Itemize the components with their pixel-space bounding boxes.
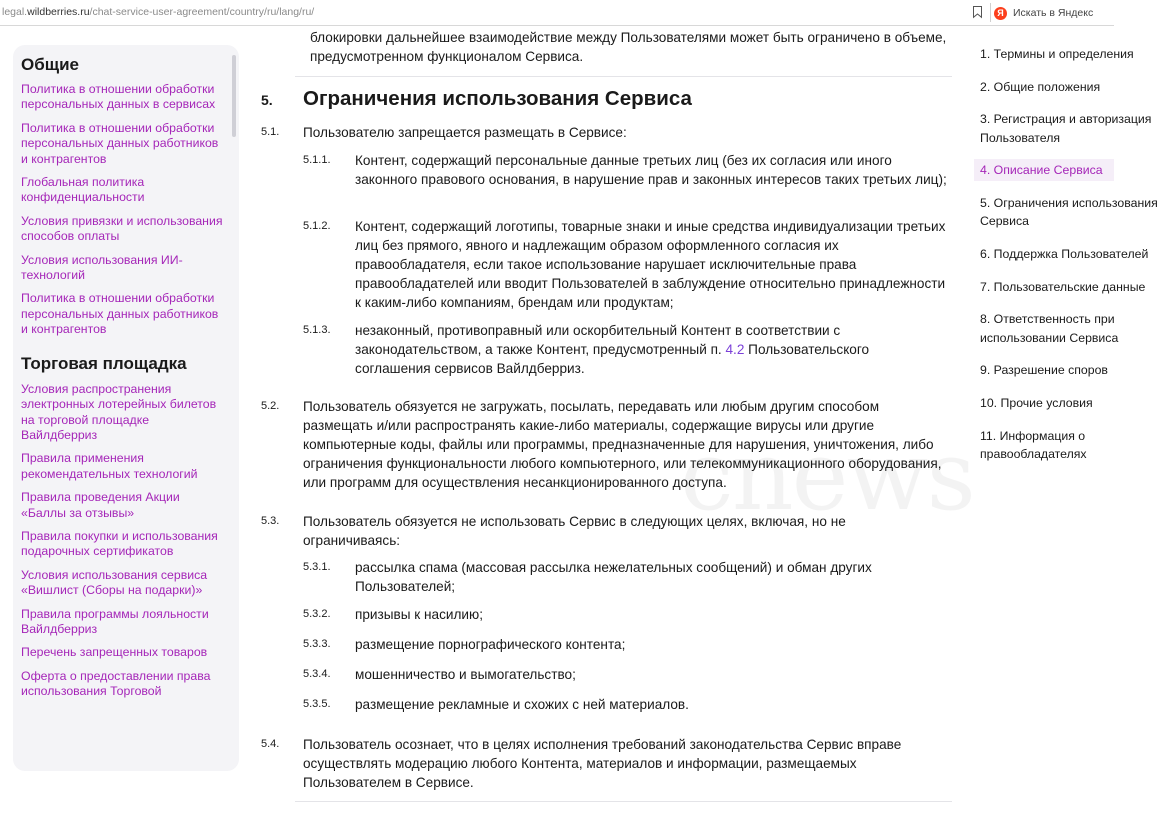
clause-text: размещение рекламные и схожих с ней материалов. (355, 697, 689, 712)
sidebar-link[interactable]: Политика в отношении обработки персональных данных работников и контрагентов (21, 291, 219, 337)
clause-number: 5.3.4. (303, 668, 331, 680)
sidebar-link[interactable]: Условия использования ИИ-технологий (21, 252, 183, 283)
clause-text-part: Пользовательского соглашения сервисов Вайлдберриз. (355, 342, 870, 376)
clause-text: призывы к насилию; (355, 607, 483, 622)
section-title: Ограничения использования Сервиса (303, 87, 692, 110)
clause-text: мошенничество и вымогательство; (355, 667, 576, 682)
clause-reference-link[interactable]: 4.2 (725, 342, 745, 357)
clause-text: Пользователь обязуется не использовать Сервис в следующих целях, включая, но не ограничиваясь: (303, 514, 846, 548)
clause-number: 5.4. (261, 738, 280, 750)
sidebar-scrollbar[interactable] (232, 55, 236, 137)
clause-text: Пользователю запрещается размещать в Сервисе: (303, 125, 627, 140)
sidebar-link[interactable]: Правила проведения Акции «Баллы за отзывы» (21, 490, 180, 520)
clause-text: Пользователь осознает, что в целях исполнения требований законодательства Сервис вправе осуществлять модерацию любого Контента, материалов и информации, размещаемых Пользователем в Сервисе. (303, 737, 902, 790)
toc-item[interactable]: 9. Разрешение споров (980, 363, 1108, 377)
clause-text: Контент, содержащий персональные данные третьих лиц (без их согласия или иного законного правового основания, в нарушение прав и законных интересов таких третьих лиц); (355, 153, 947, 187)
sidebar (13, 45, 239, 771)
bookmark-icon[interactable] (971, 4, 983, 20)
document-content (255, 26, 955, 816)
sidebar-link[interactable]: Условия привязки и использования способов оплаты (21, 213, 223, 244)
intro-paragraph: блокировки дальнейшее взаимодействие между Пользователями может быть ограничено в объеме, предусмотренном функционалом Сервиса. (310, 30, 947, 64)
divider (295, 801, 952, 802)
clause-text (355, 321, 915, 378)
toc-item-cont[interactable]: правообладателях (980, 447, 1087, 461)
sidebar-link[interactable]: Политика в отношении обработки персональных данных в сервисах (21, 82, 216, 112)
sidebar-link[interactable]: Оферта о предоставлении права использования Торговой (21, 668, 211, 699)
sidebar-link[interactable]: Перечень запрещенных товаров (21, 645, 208, 660)
clause-text: Пользователь обязуется не загружать, посылать, передавать или любым другим способом размещать и/или распространять какие-либо материалы, содержащие вирусы или другие компьютерные коды, файлы или программы, предназначенные для нарушения, уничтожения, либо ограничения функциональности любого компьютерного, или телекоммуникационного оборудования, или программ для осуществления несанкционированного доступа. (303, 399, 942, 490)
sidebar-link[interactable]: Правила программы лояльности Вайлдберриз (21, 606, 209, 636)
clause-number: 5.3.5. (303, 698, 331, 710)
toc-item[interactable]: 7. Пользовательские данные (980, 280, 1146, 294)
divider (295, 76, 952, 77)
url-path: /chat-service-user-agreement/country/ru/lang/ru/ (89, 6, 315, 18)
clause-text: рассылка спама (массовая рассылка нежелательных сообщений) и обман других Пользователей; (355, 560, 872, 594)
toc-item[interactable]: 10. Прочие условия (980, 396, 1093, 410)
toc-item[interactable]: 5. Ограничения использования (980, 196, 1158, 210)
clause-number: 5.1. (261, 126, 280, 138)
url-host: wildberries.ru (27, 6, 90, 18)
url-prefix: legal. (2, 6, 28, 18)
browser-address-bar[interactable] (0, 0, 1114, 26)
toc-item-cont[interactable]: использовании Сервиса (980, 331, 1119, 345)
sidebar-link[interactable]: Правила покупки и использования подарочных сертификатов (21, 528, 218, 559)
sidebar-link[interactable]: Правила применения рекомендательных технологий (21, 451, 198, 481)
clause-text: Контент, содержащий логотипы, товарные знаки и иные средства индивидуализации третьих лиц без прямого, явного и надлежащим образом оформленного согласия их правообладателя, если такое использование нарушает исключительные права правообладателей или вводит Пользователей в заблуждение относительно принадлежности к каким-либо компаниям, брендам или продуктам; (355, 219, 946, 310)
clause-number: 5.3.2. (303, 608, 331, 620)
toc-item-cont[interactable]: Пользователя (980, 131, 1061, 145)
sidebar-link[interactable]: Условия распространения электронных лотерейных билетов на торговой площадке Вайлдберриз (21, 381, 217, 442)
sidebar-content (21, 55, 226, 708)
toc-item[interactable]: 1. Термины и определения (980, 47, 1134, 61)
clause-number: 5.1.2. (303, 220, 331, 232)
clause-number: 5.1.1. (303, 154, 331, 166)
sidebar-link[interactable]: Глобальная политика конфиденциальности (21, 175, 145, 205)
table-of-contents (974, 38, 1158, 816)
toc-item-active[interactable]: 4. Описание Сервиса (980, 163, 1103, 177)
clause-text-part: незаконный, противоправный или оскорбительный Контент в соответствии с законодательством, а также Контент, предусмотренный п. (355, 323, 841, 357)
clause-number: 5.1.3. (303, 324, 331, 336)
sidebar-link[interactable]: Политика в отношении обработки персональных данных работников и контрагентов (21, 120, 219, 166)
yandex-search-button[interactable] (994, 3, 1114, 23)
yandex-logo-icon: Я (994, 7, 1007, 20)
sidebar-heading-general: Общие (21, 55, 79, 74)
toc-item[interactable]: 2. Общие положения (980, 80, 1101, 94)
toc-item[interactable]: 11. Информация о (980, 429, 1086, 443)
yandex-search-label: Искать в Яндекс (1013, 7, 1094, 19)
clause-number: 5.3.3. (303, 638, 331, 650)
section-number: 5. (261, 92, 273, 108)
toc-item[interactable]: 8. Ответственность при (980, 312, 1115, 326)
clause-number: 5.2. (261, 400, 280, 412)
clause-text: размещение порнографического контента; (355, 637, 626, 652)
toc-item[interactable]: 6. Поддержка Пользователей (980, 247, 1149, 261)
toc-item-cont[interactable]: Сервиса (980, 214, 1029, 228)
clause-number: 5.3. (261, 515, 280, 527)
sidebar-heading-marketplace: Торговая площадка (21, 353, 187, 373)
toc-item[interactable]: 3. Регистрация и авторизация (980, 112, 1152, 126)
url-text[interactable] (2, 6, 314, 18)
toolbar-divider (990, 3, 991, 22)
clause-number: 5.3.1. (303, 561, 331, 573)
sidebar-link[interactable]: Условия использования сервиса «Вишлист (Сборы на подарки)» (21, 567, 208, 598)
